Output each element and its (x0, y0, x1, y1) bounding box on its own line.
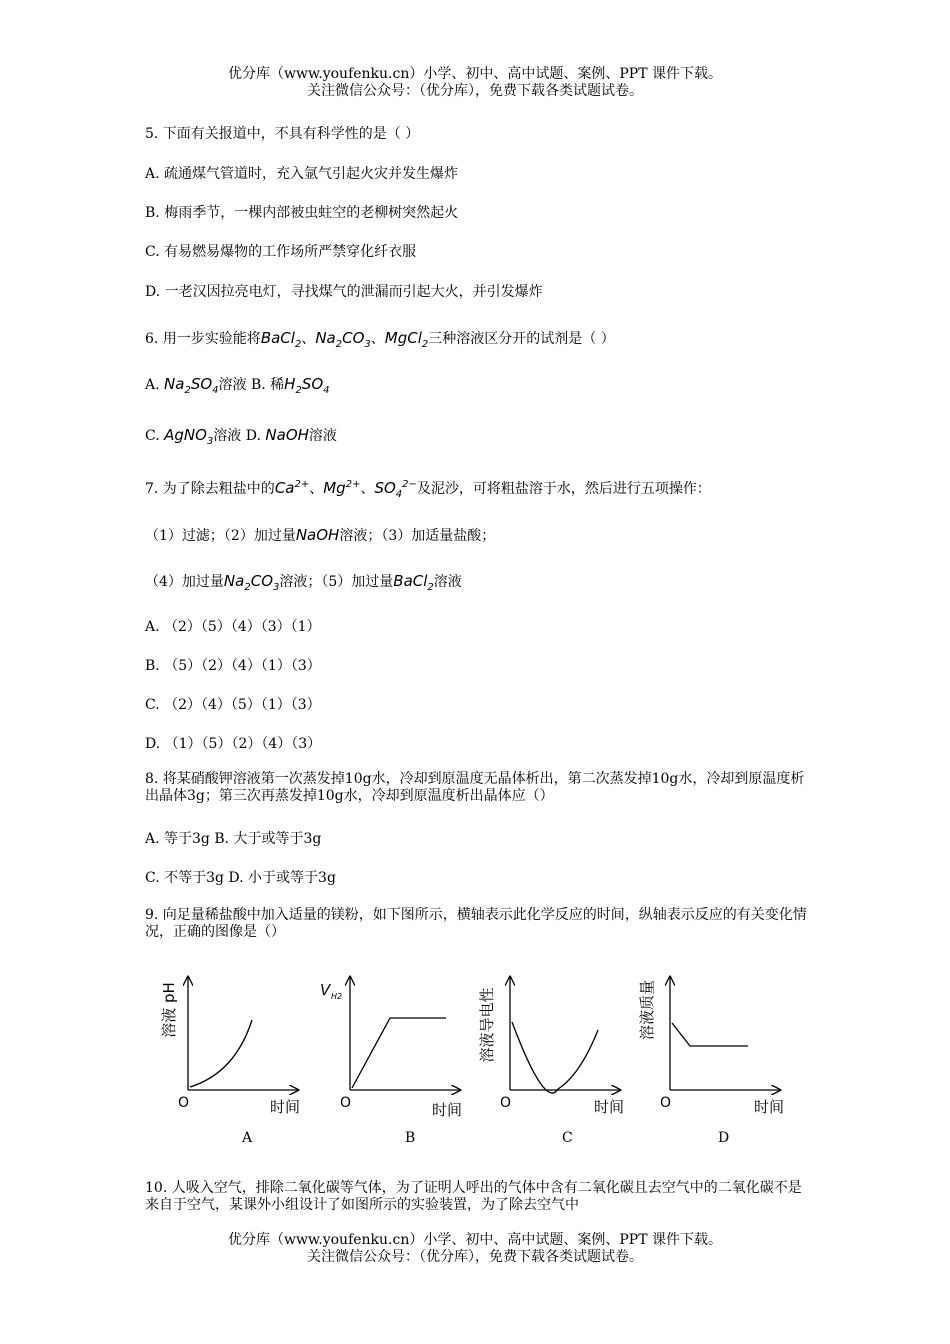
graph-d-xlabel: 时间 (754, 1098, 785, 1116)
graph-d (638, 977, 784, 1146)
q7-stem: 7. 为了除去粗盐中的$Ca^{2+}$、$Mg^{2+}$、$SO_4^{2-}$及泥沙，可将粗盐溶于水，然后进行五项操作： (145, 479, 711, 500)
q10-stem: 10. 人吸入空气，排除二氧化碳等气体，为了证明人呼出的气体中含有二氧化碳且去空气中的二氧化碳不是来自于空气，某课外小组设计了如图所示的实验装置，为了除去空气中 (145, 1180, 802, 1213)
graph-a-curve (190, 1020, 252, 1087)
q7-operations-1: （1）过滤；（2）加过量NaOH溶液；（3）加适量盐酸； (145, 526, 496, 544)
graph-d-origin: O (660, 1095, 672, 1111)
graph-b-xlabel: 时间 (432, 1101, 463, 1119)
graph-d-letter: D (718, 1130, 730, 1146)
q9-graphs (150, 965, 800, 1150)
graph-a (160, 977, 300, 1146)
graph-c-origin: O (500, 1095, 512, 1111)
graph-a-letter: A (242, 1130, 253, 1146)
graph-c (478, 977, 624, 1146)
q9-stem: 9. 向足量稀盐酸中加入适量的镁粉，如下图所示，横轴表示此化学反应的时间，纵轴表示反应的有关变化情况，正确的图像是（） (145, 907, 807, 940)
q8-options-cd: C. 不等于3g D. 小于或等于3g (145, 870, 336, 886)
q8-stem: 8. 将某硝酸钾溶液第一次蒸发掉10g水，冷却到原温度无晶体析出，第二次蒸发掉10g水，冷却到原温度析出晶体3g；第三次再蒸发掉10g水，冷却到原温度析出晶体应（） (145, 771, 805, 804)
q7-option-a: A. （2）（5）（4）（3）（1） (145, 619, 321, 635)
graph-d-ylabel: 溶液质量 (638, 979, 656, 1041)
q5-option-d: D. 一老汉因拉亮电灯，寻找煤气的泄漏而引起大火，并引发爆炸 (145, 284, 543, 300)
graph-c-letter: C (562, 1130, 573, 1146)
graph-b-origin: O (340, 1095, 352, 1111)
graph-a-xlabel: 时间 (270, 1098, 301, 1116)
page-header (0, 66, 950, 100)
graph-b-ysub: H2 (331, 992, 343, 1001)
graph-b-curve (352, 1018, 446, 1088)
graph-a-ylabel: 溶液 pH (160, 982, 178, 1038)
q8-options-ab: A. 等于3g B. 大于或等于3g (145, 831, 322, 847)
graph-c-curve (512, 1022, 598, 1093)
q6-options-ab: A. $Na_2SO_4$溶液 B. 稀$H_2SO_4$ (145, 375, 330, 396)
header-line-1: 优分库（www.youfenku.cn）小学、初中、高中试题、案例、PPT 课件下载。 (227, 66, 722, 82)
graph-b (320, 977, 462, 1146)
q5-stem: 5. 下面有关报道中，不具有科学性的是（ ） (145, 126, 420, 142)
graph-b-letter: B (405, 1130, 416, 1146)
footer-line-1: 优分库（www.youfenku.cn）小学、初中、高中试题、案例、PPT 课件下载。 (227, 1232, 722, 1248)
graph-a-origin: O (178, 1095, 190, 1111)
q5-option-a: A. 疏通煤气管道时，充入氩气引起火灾并发生爆炸 (145, 166, 459, 182)
q6-options-cd: C. AgNO$_3$溶液 D. NaOH溶液 (145, 426, 337, 447)
q7-operations-2: （4）加过量$Na_2CO_3$溶液；（5）加过量BaCl$_2$溶液 (145, 572, 462, 593)
q6-stem: 6. 用一步实验能将BaCl$_2$、$Na_2CO_3$、MgCl$_2$三种溶液区分开的试剂是（ ） (145, 329, 615, 350)
footer-line-2: 关注微信公众号：（优分库），免费下载各类试题试卷。 (307, 1249, 643, 1265)
graph-b-ylabel: V (320, 981, 331, 999)
q5-option-b: B. 梅雨季节，一棵内部被虫蛀空的老柳树突然起火 (145, 205, 459, 221)
q5-option-c: C. 有易燃易爆物的工作场所严禁穿化纤衣服 (145, 244, 417, 260)
q7-option-b: B. （5）（2）（4）（1）（3） (145, 658, 321, 674)
q7-option-d: D. （1）（5）（2）（4）（3） (145, 736, 322, 752)
graph-c-ylabel: 溶液导电性 (478, 987, 496, 1063)
page-footer (0, 1232, 950, 1266)
graph-d-curve (672, 1023, 748, 1046)
header-line-2: 关注微信公众号：（优分库），免费下载各类试题试卷。 (307, 83, 643, 99)
graph-c-xlabel: 时间 (594, 1098, 625, 1116)
q7-option-c: C. （2）（4）（5）（1）（3） (145, 697, 321, 713)
